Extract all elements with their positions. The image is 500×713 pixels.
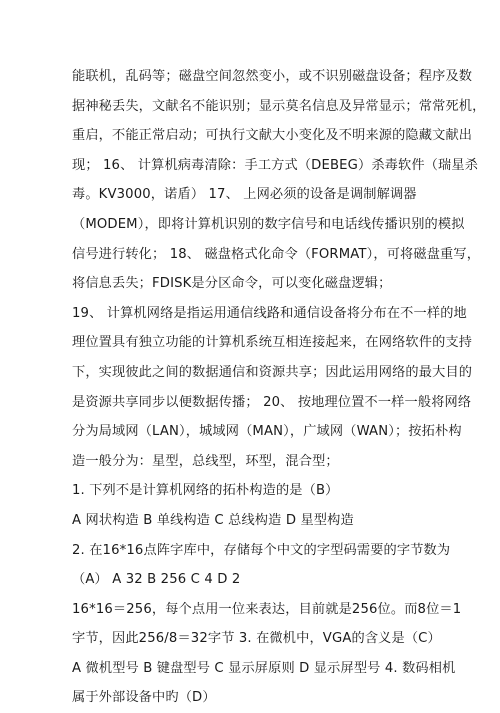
explanation-line: 16*16＝256，每个点用一位来表达，目前就是256位。而8位＝1 bbox=[72, 601, 462, 617]
answer-options-line: （A） A 32 B 256 C 4 D 2 bbox=[72, 572, 241, 588]
text-line: 19、 计算机网络是指运用通信线路和通信设备将分布在不一样的地 bbox=[72, 305, 467, 321]
text-line: 毒。KV3000，诺盾） 17、 上网必须的设备是调制解调器 bbox=[72, 187, 417, 203]
text-line: 能联机，乱码等；磁盘空间忽然变小，或不识别磁盘设备；程序及数 bbox=[72, 69, 473, 84]
explanation-line: 字节，因此256/8＝32字节 3. 在微机中，VGA的含义是（C） bbox=[72, 631, 441, 647]
answer-options-line: A 网状构造 B 单线构造 C 总线构造 D 星型构造 bbox=[72, 512, 354, 528]
question-line: 2. 在16*16点阵字库中，存储每个中文的字型码需要的字节数为 bbox=[72, 542, 451, 558]
text-line: 据神秘丢失，文献名不能识别；显示莫名信息及异常显示；常常死机， bbox=[72, 98, 486, 114]
text-line: 理位置具有独立功能的计算机系统互相连接起来，在网络软件的支持 bbox=[72, 335, 473, 351]
question-line: 属于外部设备中旳（D） bbox=[72, 690, 216, 706]
text-line: 下，实现彼此之间的数据通信和资源共享；因此运用网络的最大目的 bbox=[72, 364, 473, 380]
text-line: 现； 16、 计算机病毒清除：手工方式（DEBEG）杀毒软件（瑞星杀 bbox=[72, 157, 479, 173]
text-line: 是资源共享同步以便数据传播； 20、 按地理位置不一样一般将网络 bbox=[72, 394, 472, 410]
text-line: 重启，不能正常启动；可执行文献大小变化及不明来源的隐藏文献出 bbox=[72, 128, 473, 144]
text-line: 分为局域网（LAN），城域网（MAN），广域网（WAN）；按拓朴构 bbox=[72, 424, 462, 440]
text-line: （MODEM），即将计算机识别的数字信号和电话线传播识别的模拟 bbox=[72, 216, 465, 232]
text-line: 将信息丢失；FDISK是分区命令，可以变化磁盘逻辑； bbox=[72, 276, 392, 292]
question-line: 1. 下列不是计算机网络的拓朴构造的是（B） bbox=[72, 483, 339, 499]
body-text bbox=[72, 62, 486, 713]
text-line: 造一般分为：星型，总线型，环型，混合型； bbox=[72, 453, 339, 469]
text-line: 信号进行转化； 18、 磁盘格式化命令（FORMAT），可将磁盘重写， bbox=[72, 246, 481, 262]
answer-options-line: A 微机型号 B 键盘型号 C 显示屏原则 D 显示屏型号 4. 数码相机 bbox=[72, 660, 456, 676]
